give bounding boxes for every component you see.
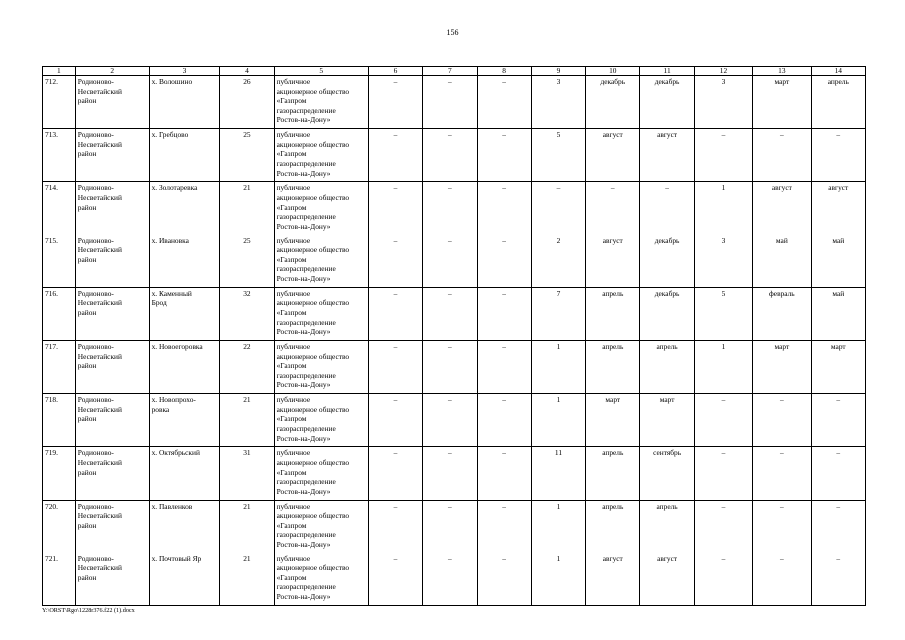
col12-cell: – [694, 553, 752, 606]
district-cell: Родионово- Несветайский район [75, 447, 149, 500]
col9-cell: 7 [531, 287, 585, 340]
column-header: 4 [220, 67, 274, 76]
col9-cell: 1 [531, 340, 585, 393]
district-cell: Родионово- Несветайский район [75, 553, 149, 606]
district-cell: Родионово- Несветайский район [75, 235, 149, 288]
col4-cell: 26 [220, 76, 274, 129]
file-path-footer: Y:\ORST\Rgo\1228r376.f22 (1).docx [42, 607, 135, 614]
row-number: 715. [43, 235, 76, 288]
col8-cell: – [477, 394, 531, 447]
column-header: 8 [477, 67, 531, 76]
col13-cell: – [753, 500, 811, 553]
col7-cell: – [423, 553, 477, 606]
organization-cell: публичное акционерное общество «Газпром газораспределение Ростов-на-Дону» [274, 182, 368, 235]
col6-cell: – [368, 76, 422, 129]
table-row [43, 553, 866, 606]
column-header: 10 [586, 67, 640, 76]
col12-cell: – [694, 500, 752, 553]
col6-cell: – [368, 235, 422, 288]
col10-cell: апрель [586, 287, 640, 340]
settlement-cell: х. Павленков [149, 500, 220, 553]
col7-cell: – [423, 340, 477, 393]
district-cell: Родионово- Несветайский район [75, 76, 149, 129]
col11-cell: апрель [640, 340, 694, 393]
col10-cell: апрель [586, 340, 640, 393]
settlement-cell: х. Каменный Брод [149, 287, 220, 340]
col8-cell: – [477, 447, 531, 500]
col4-cell: 21 [220, 500, 274, 553]
column-header: 5 [274, 67, 368, 76]
col10-cell: апрель [586, 500, 640, 553]
col10-cell: апрель [586, 447, 640, 500]
col14-cell: – [811, 500, 865, 553]
col6-cell: – [368, 447, 422, 500]
district-cell: Родионово- Несветайский район [75, 182, 149, 235]
col6-cell: – [368, 553, 422, 606]
row-number: 719. [43, 447, 76, 500]
column-header: 3 [149, 67, 220, 76]
col6-cell: – [368, 129, 422, 182]
col7-cell: – [423, 447, 477, 500]
page-number: 156 [446, 28, 459, 37]
col14-cell: – [811, 129, 865, 182]
column-header: 6 [368, 67, 422, 76]
table-row [43, 500, 866, 553]
row-number: 712. [43, 76, 76, 129]
col4-cell: 21 [220, 394, 274, 447]
col8-cell: – [477, 235, 531, 288]
col7-cell: – [423, 235, 477, 288]
column-header: 1 [43, 67, 76, 76]
col13-cell: – [753, 447, 811, 500]
col9-cell: 3 [531, 76, 585, 129]
col14-cell: – [811, 394, 865, 447]
row-number: 716. [43, 287, 76, 340]
col14-cell: май [811, 287, 865, 340]
table-row [43, 340, 866, 393]
col9-cell: 5 [531, 129, 585, 182]
col6-cell: – [368, 394, 422, 447]
col11-cell: март [640, 394, 694, 447]
col10-cell: март [586, 394, 640, 447]
col8-cell: – [477, 76, 531, 129]
col11-cell: декабрь [640, 76, 694, 129]
schedule-table [42, 66, 866, 606]
col13-cell: – [753, 129, 811, 182]
settlement-cell: х. Новоегоровка [149, 340, 220, 393]
column-header: 7 [423, 67, 477, 76]
col11-cell: – [640, 182, 694, 235]
settlement-cell: х. Золотаревка [149, 182, 220, 235]
col11-cell: декабрь [640, 287, 694, 340]
col8-cell: – [477, 340, 531, 393]
col7-cell: – [423, 129, 477, 182]
organization-cell: публичное акционерное общество «Газпром газораспределение Ростов-на-Дону» [274, 500, 368, 553]
settlement-cell: х. Ивановка [149, 235, 220, 288]
col12-cell: 1 [694, 182, 752, 235]
col7-cell: – [423, 287, 477, 340]
row-number: 713. [43, 129, 76, 182]
col8-cell: – [477, 182, 531, 235]
col12-cell: 3 [694, 76, 752, 129]
col13-cell: – [753, 553, 811, 606]
row-number: 720. [43, 500, 76, 553]
col4-cell: 32 [220, 287, 274, 340]
col13-cell: август [753, 182, 811, 235]
col8-cell: – [477, 553, 531, 606]
table-row [43, 76, 866, 129]
col10-cell: август [586, 235, 640, 288]
col13-cell: март [753, 76, 811, 129]
table-row [43, 447, 866, 500]
col10-cell: – [586, 182, 640, 235]
col8-cell: – [477, 287, 531, 340]
col10-cell: август [586, 129, 640, 182]
column-header: 11 [640, 67, 694, 76]
district-cell: Родионово- Несветайский район [75, 500, 149, 553]
settlement-cell: х. Новопрохо- ровка [149, 394, 220, 447]
table-row [43, 182, 866, 235]
column-header: 2 [75, 67, 149, 76]
col13-cell: май [753, 235, 811, 288]
col6-cell: – [368, 340, 422, 393]
col11-cell: апрель [640, 500, 694, 553]
col13-cell: февраль [753, 287, 811, 340]
table-row [43, 287, 866, 340]
col12-cell: – [694, 447, 752, 500]
row-number: 717. [43, 340, 76, 393]
column-header: 13 [753, 67, 811, 76]
col4-cell: 31 [220, 447, 274, 500]
header-row [43, 67, 866, 76]
col14-cell: – [811, 553, 865, 606]
col12-cell: 3 [694, 235, 752, 288]
col9-cell: 1 [531, 553, 585, 606]
col13-cell: – [753, 394, 811, 447]
district-cell: Родионово- Несветайский район [75, 340, 149, 393]
organization-cell: публичное акционерное общество «Газпром газораспределение Ростов-на-Дону» [274, 76, 368, 129]
col7-cell: – [423, 394, 477, 447]
col6-cell: – [368, 500, 422, 553]
col6-cell: – [368, 287, 422, 340]
col11-cell: декабрь [640, 235, 694, 288]
row-number: 721. [43, 553, 76, 606]
col9-cell: 11 [531, 447, 585, 500]
table-row [43, 394, 866, 447]
settlement-cell: х. Гребцово [149, 129, 220, 182]
column-header: 12 [694, 67, 752, 76]
col8-cell: – [477, 500, 531, 553]
col14-cell: – [811, 447, 865, 500]
organization-cell: публичное акционерное общество «Газпром газораспределение Ростов-на-Дону» [274, 340, 368, 393]
district-cell: Родионово- Несветайский район [75, 394, 149, 447]
col11-cell: сентябрь [640, 447, 694, 500]
col9-cell: 1 [531, 394, 585, 447]
col6-cell: – [368, 182, 422, 235]
column-header: 14 [811, 67, 865, 76]
col4-cell: 22 [220, 340, 274, 393]
organization-cell: публичное акционерное общество «Газпром газораспределение Ростов-на-Дону» [274, 287, 368, 340]
column-header: 9 [531, 67, 585, 76]
col10-cell: август [586, 553, 640, 606]
district-cell: Родионово- Несветайский район [75, 129, 149, 182]
col14-cell: август [811, 182, 865, 235]
col14-cell: апрель [811, 76, 865, 129]
col8-cell: – [477, 129, 531, 182]
row-number: 714. [43, 182, 76, 235]
col14-cell: март [811, 340, 865, 393]
row-number: 718. [43, 394, 76, 447]
organization-cell: публичное акционерное общество «Газпром газораспределение Ростов-на-Дону» [274, 553, 368, 606]
col4-cell: 21 [220, 182, 274, 235]
col7-cell: – [423, 500, 477, 553]
col9-cell: – [531, 182, 585, 235]
organization-cell: публичное акционерное общество «Газпром газораспределение Ростов-на-Дону» [274, 129, 368, 182]
col12-cell: – [694, 129, 752, 182]
organization-cell: публичное акционерное общество «Газпром газораспределение Ростов-на-Дону» [274, 447, 368, 500]
col9-cell: 1 [531, 500, 585, 553]
col9-cell: 2 [531, 235, 585, 288]
table-row [43, 129, 866, 182]
col11-cell: август [640, 553, 694, 606]
organization-cell: публичное акционерное общество «Газпром газораспределение Ростов-на-Дону» [274, 235, 368, 288]
col12-cell: – [694, 394, 752, 447]
col4-cell: 25 [220, 235, 274, 288]
col12-cell: 5 [694, 287, 752, 340]
col7-cell: – [423, 182, 477, 235]
col11-cell: август [640, 129, 694, 182]
settlement-cell: х. Октябрьский [149, 447, 220, 500]
table-row [43, 235, 866, 288]
col7-cell: – [423, 76, 477, 129]
col14-cell: май [811, 235, 865, 288]
col12-cell: 1 [694, 340, 752, 393]
col13-cell: март [753, 340, 811, 393]
district-cell: Родионово- Несветайский район [75, 287, 149, 340]
col4-cell: 25 [220, 129, 274, 182]
settlement-cell: х. Почтовый Яр [149, 553, 220, 606]
col10-cell: декабрь [586, 76, 640, 129]
organization-cell: публичное акционерное общество «Газпром газораспределение Ростов-на-Дону» [274, 394, 368, 447]
settlement-cell: х. Волошино [149, 76, 220, 129]
col4-cell: 21 [220, 553, 274, 606]
